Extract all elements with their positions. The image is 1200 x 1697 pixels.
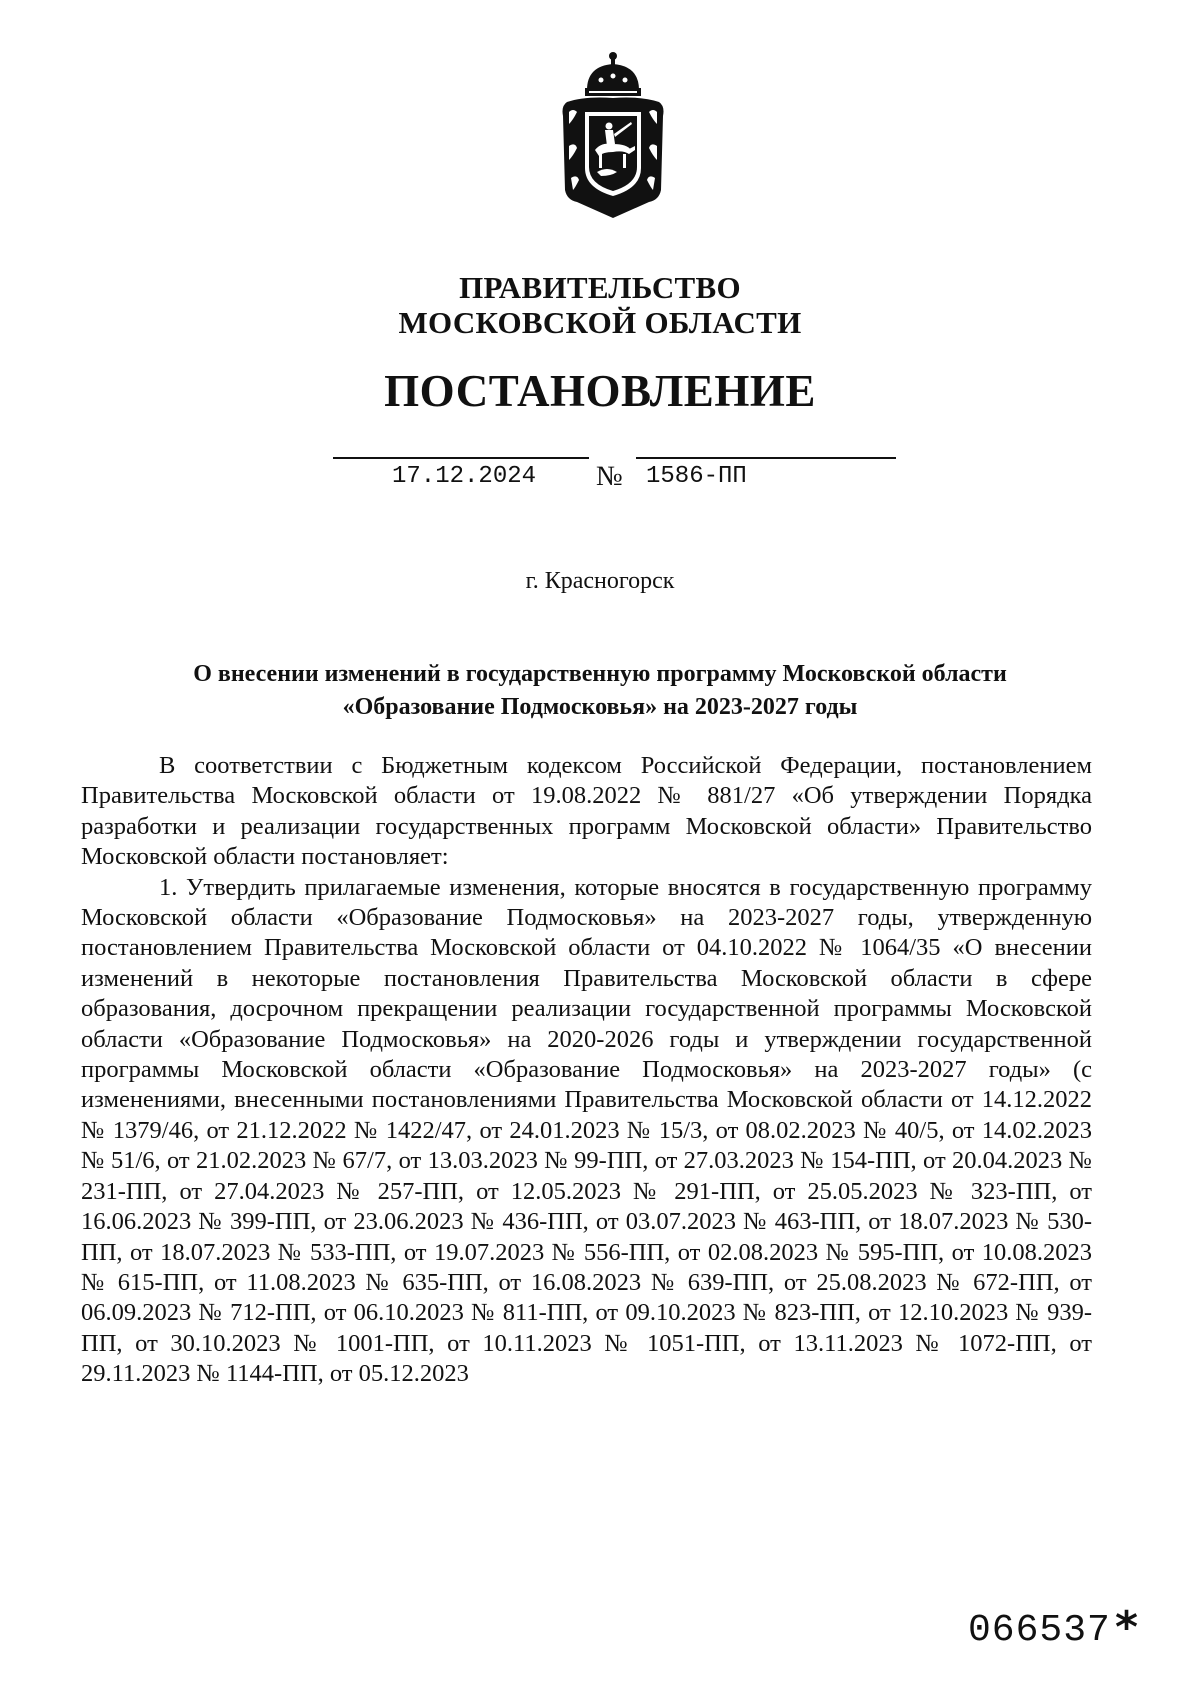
document-number: 1586-ПП <box>646 463 747 490</box>
asterisk-mark: * <box>1115 1602 1139 1653</box>
document-title-line-1: О внесении изменений в государственную программу Московской области <box>193 661 1007 687</box>
date-underline <box>333 457 589 459</box>
document-title <box>60 658 1140 724</box>
organization-region: МОСКОВСКОЙ ОБЛАСТИ <box>398 305 802 340</box>
document-type: ПОСТАНОВЛЕНИЕ <box>384 366 816 416</box>
document-date: 17.12.2024 <box>392 463 537 490</box>
document-body <box>81 751 1092 1390</box>
coat-of-arms-icon <box>557 50 669 220</box>
city: г. Красногорск <box>525 568 675 594</box>
organization-name: ПРАВИТЕЛЬСТВО <box>459 270 741 305</box>
number-underline <box>636 457 896 459</box>
body-paragraph-preamble: В соответствии с Бюджетным кодексом Российской Федерации, постановлением Правительства Московской области от 19.08.2022 № 881/27 «Об утверждении Порядка разработки и реализации государственных программ Московской области» Правительство Московской области постановляет: <box>81 752 1092 871</box>
document-title-line-2: «Образование Подмосковья» на 2023-2027 годы <box>342 694 858 720</box>
number-sign: № <box>596 461 623 492</box>
body-paragraph-item-1: 1. Утвердить прилагаемые изменения, которые вносятся в государственную программу Московской области «Образование Подмосковья» на 2023-2027 годы, утвержденную постановлением Правительства Московской области от 04.10.2022 № 1064/35 «О внесении изменений в некоторые постановления Правительства Московской области в сфере образования, досрочном прекращении реализации государственной программы Московской области «Образование Подмосковья» на 2020-2026 годы и утверждении государственной программы Московской области «Образование Подмосковья» на 2023-2027 годы» (с изменениями, внесенными постановлениями Правительства Московской области от 14.12.2022 № 1379/46, от 21.12.2022 № 1422/47, от 24.01.2023 № 15/3, от 08.02.2023 № 40/5, от 14.02.2023 № 51/6, от 21.02.2023 № 67/7, от 13.03.2023 № 99-ПП, от 27.03.2023 № 154-ПП, от 20.04.2023 № 231-ПП, от 27.04.2023 № 257-ПП, от 12.05.2023 № 291-ПП, от 25.05.2023 № 323-ПП, от 16.06.2023 № 399-ПП, от 23.06.2023 № 436-ПП, от 03.07.2023 № 463-ПП, от 18.07.2023 № 530-ПП, от 18.07.2023 № 533-ПП, от 19.07.2023 № 556-ПП, от 02.08.2023 № 595-ПП, от 10.08.2023 № 615-ПП, от 11.08.2023 № 635-ПП, от 16.08.2023 № 639-ПП, от 25.08.2023 № 672-ПП, от 06.09.2023 № 712-ПП, от 06.10.2023 № 811-ПП, от 09.10.2023 № 823-ПП, от 12.10.2023 № 939-ПП, от 30.10.2023 № 1001-ПП, от 10.11.2023 № 1051-ПП, от 13.11.2023 № 1072-ПП, от 29.11.2023 № 1144-ПП, от 05.12.2023 <box>81 873 1092 1388</box>
serial-number: 066537 <box>968 1609 1111 1652</box>
